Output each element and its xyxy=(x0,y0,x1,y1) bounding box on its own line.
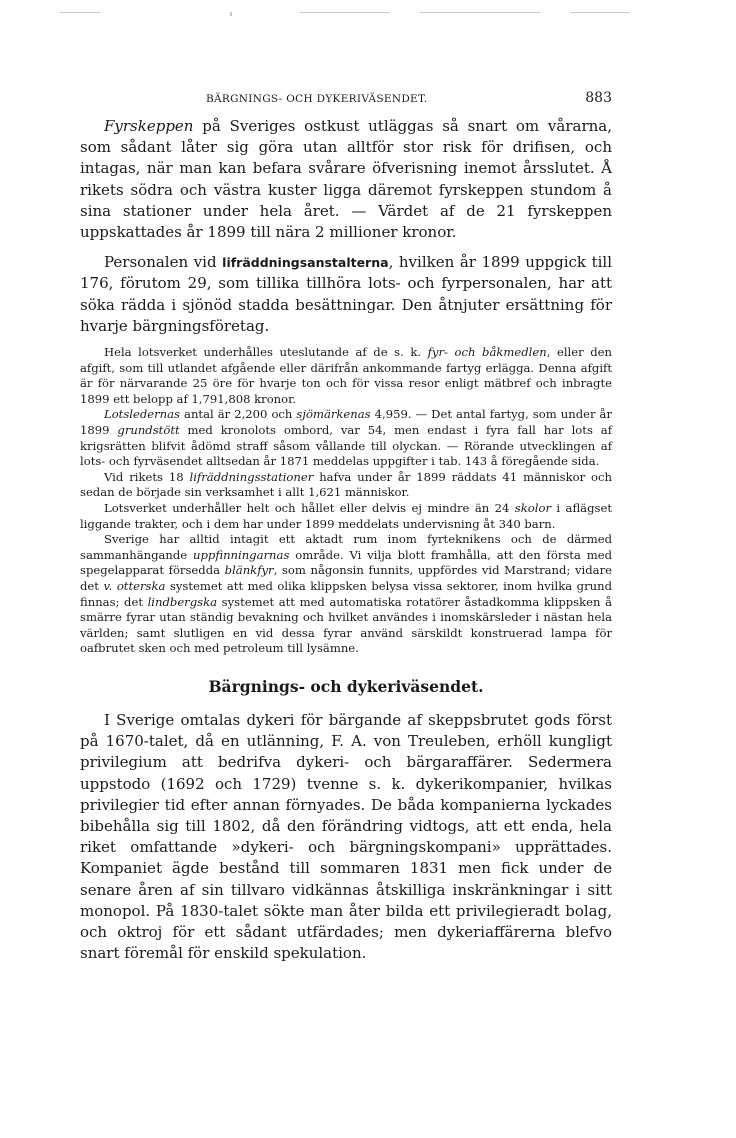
paragraph-dykeri: I Sverige omtalas dykeri för bärgande af skeppsbrutet gods först på 1670-talet, då en utlänning, F. A. von Treuleben, erhöll kungligt privilegium att bedrifva dykeri- och bärgaraffärer. Sedermera uppstodo (1692 och 1729) tvenne s. k. dykerikompanier, hvilkas privilegier tid efter annan förnyades. De båda kompanierna lyckades bibehålla sig till 1802, då den förändring vidtogs, att ett enda, hela riket omfattande »dykeri- och bärgningskompani» upprättades. Kompaniet ägde bestånd till sommaren 1831 men fick under de senare åren af sin tillvaro vidkännas åtskilliga inskränkningar i sitt monopol. På 1830-talet sökte man åter bilda ett privilegieradt bolag, och oktroj för ett sådant utfärdades; men dykeriaffärerna blefvo snart föremål för enskild spekulation. xyxy=(80,710,612,963)
note-lifraddningsstationer: Vid rikets 18 lifräddningsstationer hafva under år 1899 räddats 41 människor och sedan de började sin verksamhet i allt 1,621 människor. xyxy=(80,469,612,500)
running-head xyxy=(80,90,612,106)
scan-edge-marks xyxy=(0,12,736,16)
paragraph-fyrskeppen: Fyrskeppen på Sveriges ostkust utläggas så snart om vårarna, som sådant låter sig göra utan alltför stor risk för drifisen, och intagas, när man kan befara svårare öfverisning inemot årsslutet. Å rikets södra och västra kuster ligga däremot fyrskeppen stundom å sina stationer under hela året. — Värdet af de 21 fyrskeppen uppskattades år 1899 till nära 2 millioner kronor. xyxy=(80,117,612,242)
note-fyrteknik: Sverige har alltid intagit ett aktadt rum inom fyrteknikens och de därmed sammanhängande uppfinningarnas område. Vi vilja blott framhålla, att den första med spegelapparat försedda blänkfyr, som någonsin funnits, uppfördes vid Marstrand; vidare det v. otterska systemet att med olika klippsken belysa vissa sektorer, inom hvilka grund finnas; det lindbergska systemet att med automatiska rotatörer åstadkomma klippsken å smärre fyrar utan ständig bevakning och hvilket användes i inomskärsleder i nästan hela världen; samt slutligen en vid dessa fyrar använd särskildt konstruerad lampa för oafbrutet sken och med petroleum till lysämne. xyxy=(80,532,613,656)
note-lotsverket: Hela lotsverket underhålles uteslutande af de s. k. fyr- och båkmedlen, eller den afgift, som till utlandet afgående eller därifrån ankommande fartyg erlägga. Denna afgift är för närvarande 25 öre för hvarje ton och för vissa resor enligt mätbref och inbragte 1899 ett belopp af 1,791,808 kronor. xyxy=(80,345,612,406)
note-skolor: Lotsverket underhåller helt och hållet eller delvis ej mindre än 24 skolor i aflägset liggande trakter, och i dem har under 1899 meddelats undervisning åt 340 barn. xyxy=(80,500,612,531)
term-fyrskeppen: Fyrskeppen xyxy=(104,117,194,135)
running-title: BÄRGNINGS- OCH DYKERIVÄSENDET. xyxy=(206,93,428,105)
term-lifraddningsanstalterna: lifräddningsanstalterna xyxy=(222,255,389,271)
paragraph-personalen: Personalen vid lifräddningsanstalterna, hvilken år 1899 uppgick till 176, förutom 29, som tillika tillhöra lots- och fyrpersonalen, har att söka rädda i sjönöd stadda besättningar. Den åtnjuter ersättning för hvarje bärgningsföretag. xyxy=(80,253,612,335)
section-heading: Bärgnings- och dykeriväsendet. xyxy=(208,676,484,696)
page xyxy=(80,90,612,964)
note-lotsleder: Lotsledernas antal är 2,200 och sjömärkenas 4,959. — Det antal fartyg, som under år 1899 grundstött med kronolots ombord, var 54, men endast i fyra fall har lots af krigsrätten blifvit ådömd straff såsom vållande till olyckan. — Rörande utvecklingen af lots- och fyrväsendet alltsedan år 1871 meddelas uppgifter i tab. 143 å föregående sida. xyxy=(80,407,613,469)
page-number: 883 xyxy=(585,90,612,106)
